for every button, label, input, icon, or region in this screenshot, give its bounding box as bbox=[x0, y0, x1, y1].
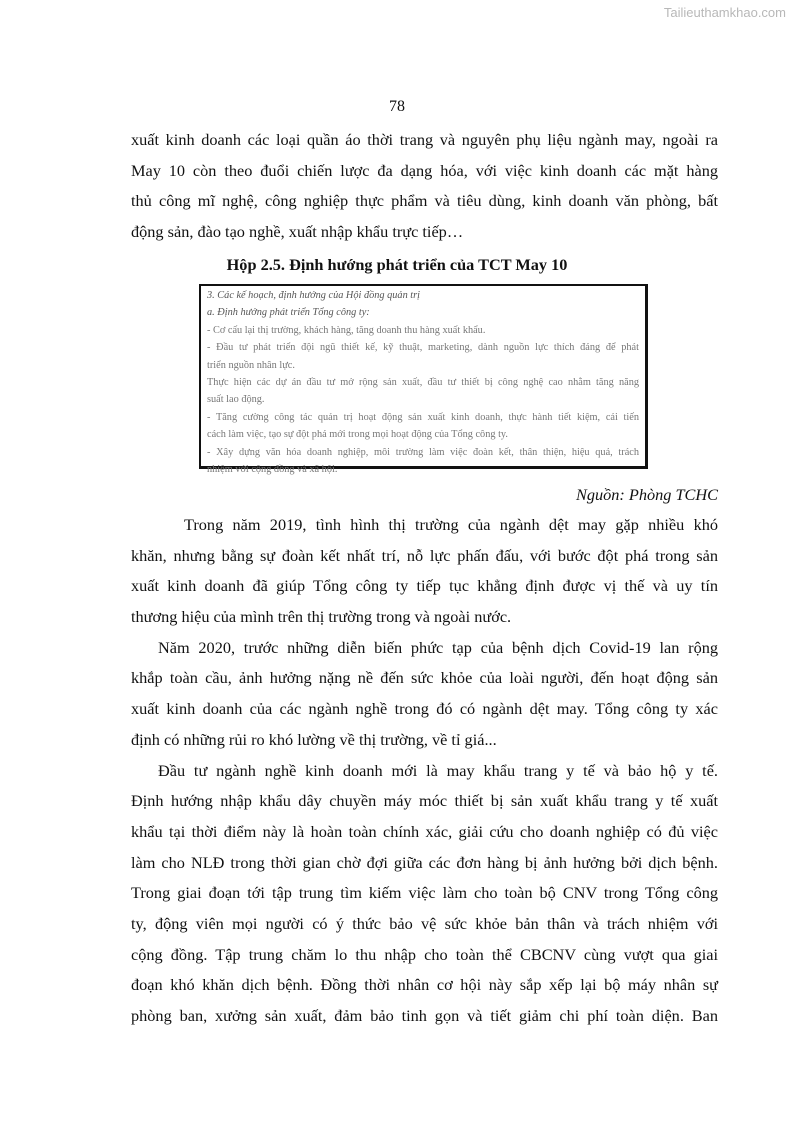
intro-paragraph bbox=[131, 125, 718, 248]
box-line: cách làm việc, tạo sự đột phá mới trong mọi hoạt động của Tổng công ty. bbox=[207, 429, 508, 441]
text-line: động sản, đào tạo nghề, xuất nhập khẩu trực tiếp… bbox=[131, 222, 464, 242]
text-line: định có những rủi ro khó lường về thị trường, về tỉ giá... bbox=[131, 729, 497, 749]
text-line: khẩu tại thời điểm này là hoàn toàn chính xác, giải cứu cho doanh nghiệp có đủ việc bbox=[131, 821, 718, 841]
text-line: ty, động viên mọi người có ý thức bảo vệ sức khỏe bản thân và trách nhiệm với bbox=[131, 913, 718, 933]
paragraph bbox=[131, 633, 718, 756]
paragraph bbox=[131, 510, 718, 633]
text-line: Trong giai đoạn tới tập trung tìm kiếm việc làm cho toàn bộ CNV trong Tổng công bbox=[131, 883, 718, 903]
box-line: 3. Các kế hoạch, định hướng của Hội đồng quản trị bbox=[207, 290, 421, 301]
text-line: Định hướng nhập khẩu dây chuyền máy móc thiết bị sản xuất khẩu trang y tế xuất bbox=[131, 791, 718, 811]
box-line: - Xây dựng văn hóa doanh nghiệp, môi trường làm việc đoàn kết, thân thiện, hiệu quả, trách bbox=[207, 446, 639, 458]
source-caption: Nguồn: Phòng TCHC bbox=[575, 485, 718, 504]
text-line: phòng ban, xưởng sản xuất, đảm bảo tinh gọn và tiết giảm chi phí toàn diện. Ban bbox=[131, 1006, 718, 1025]
text-line: thủ công mĩ nghệ, công nghiệp thực phẩm và tiêu dùng, kinh doanh văn phòng, bất bbox=[131, 191, 718, 211]
text-line: xuất kinh doanh đã giúp Tổng công ty tiếp tục khẳng định được vị thế và uy tín bbox=[131, 576, 718, 596]
box-line: nhiệm với cộng đồng và xã hội. bbox=[207, 464, 338, 476]
box-line: Thực hiện các dự án đầu tư mở rộng sản xuất, đầu tư thiết bị công nghệ cao nhằm tăng năng bbox=[207, 377, 639, 389]
box-line: suất lao động. bbox=[207, 394, 265, 406]
page-number: 78 bbox=[389, 98, 405, 115]
text-line: đoạn khó khăn dịch bệnh. Đồng thời nhân cơ hội này sắp xếp lại bộ máy nhân sự bbox=[131, 975, 718, 995]
box-line: a. Định hướng phát triển Tổng công ty: bbox=[207, 307, 370, 319]
text-line: xuất kinh doanh các loại quần áo thời trang và nguyên phụ liệu ngành may, ngoài ra bbox=[131, 130, 718, 149]
text-line: khăn, nhưng bằng sự đoàn kết nhất trí, nỗ lực phấn đấu, với bước đột phá trong sản bbox=[131, 545, 718, 565]
quoted-box bbox=[199, 284, 648, 476]
box-line: triển nguồn nhân lực. bbox=[207, 359, 295, 371]
text-line: khắp toàn cầu, ảnh hưởng nặng nề đến sức khỏe của loài người, đến hoạt động sản bbox=[131, 668, 718, 688]
text-line: Trong năm 2019, tình hình thị trường của ngành dệt may gặp nhiều khó bbox=[184, 515, 718, 534]
text-line: xuất kinh doanh của các ngành nghề trong đó có ngành dệt may. Tổng công ty xác bbox=[131, 699, 718, 719]
text-line: làm cho NLĐ trong thời gian chờ đợi giữa các đơn hàng bị ảnh hưởng bởi dịch bệnh. bbox=[131, 852, 718, 872]
watermark: Tailieuthamkhao.com bbox=[663, 5, 786, 20]
text-line: cộng đồng. Tập trung chăm lo thu nhập cho toàn thể CBCNV cùng vượt qua giai bbox=[131, 944, 718, 964]
text-line: Năm 2020, trước những diễn biến phức tạp của bệnh dịch Covid-19 lan rộng bbox=[158, 637, 718, 657]
box-line: - Cơ cấu lại thị trường, khách hàng, tăng doanh thu hàng xuất khẩu. bbox=[207, 324, 486, 336]
text-line: thương hiệu của mình trên thị trường trong và ngoài nước. bbox=[131, 607, 512, 627]
box-title: Hộp 2.5. Định hướng phát triển của TCT May 10 bbox=[226, 255, 568, 274]
box-line: - Tăng cường công tác quản trị hoạt động sản xuất kinh doanh, thực hành tiết kiệm, cải tiến bbox=[207, 411, 639, 423]
paragraph bbox=[131, 756, 718, 1032]
text-line: May 10 còn theo đuổi chiến lược đa dạng hóa, với việc kinh doanh các mặt hàng bbox=[131, 160, 718, 180]
body-text bbox=[131, 510, 718, 1032]
box-line: - Đầu tư phát triển đội ngũ thiết kế, kỹ thuật, marketing, dành nguồn lực thích đáng để phát bbox=[207, 342, 639, 354]
text-line: Đầu tư ngành nghề kinh doanh mới là may khẩu trang y tế và bảo hộ y tế. bbox=[158, 760, 718, 780]
